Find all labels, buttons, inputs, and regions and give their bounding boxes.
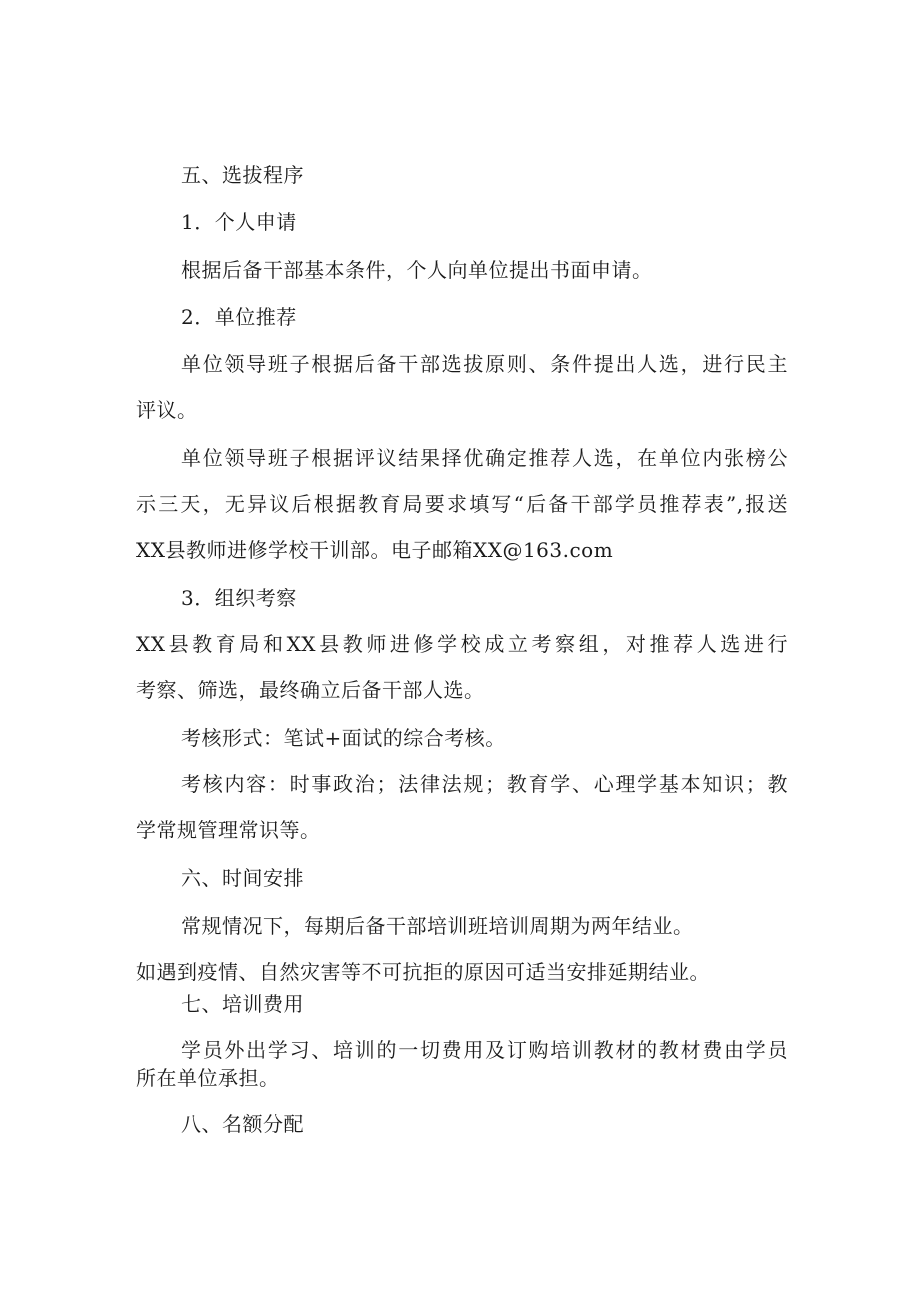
paragraph-line: 考察、筛选，最终确立后备干部人选。	[136, 678, 485, 702]
paragraph-line: XX县教师进修学校干训部。电子邮箱XX@163.com	[136, 538, 614, 562]
subheading-organizational-inspection: 3．组织考察	[181, 586, 297, 610]
paragraph-line: 示三天，无异议后根据教育局要求填写“后备干部学员推荐表”,报送	[136, 492, 788, 516]
paragraph-line: 单位领导班子根据评议结果择优确定推荐人选，在单位内张榜公	[181, 446, 788, 470]
paragraph-personal-application: 根据后备干部基本条件，个人向单位提出书面申请。	[181, 258, 653, 282]
section-heading-selection-procedure: 五、选拔程序	[181, 163, 304, 187]
paragraph-line: XX县教育局和XX县教师进修学校成立考察组，对推荐人选进行	[136, 632, 788, 656]
section-heading-training-fees: 七、培训费用	[181, 992, 304, 1016]
paragraph-line: 单位领导班子根据后备干部选拔原则、条件提出人选，进行民主	[181, 352, 788, 376]
subheading-personal-application: 1．个人申请	[181, 210, 297, 234]
paragraph-line: 所在单位承担。	[136, 1066, 280, 1090]
paragraph-line: 考核内容：时事政治；法律法规；教育学、心理学基本知识；教	[181, 772, 788, 796]
subheading-unit-recommendation: 2．单位推荐	[181, 305, 297, 329]
paragraph-line: 学常规管理常识等。	[136, 818, 321, 842]
paragraph-line: 常规情况下，每期后备干部培训班培训周期为两年结业。	[181, 914, 694, 938]
paragraph-line: 学员外出学习、培训的一切费用及订购培训教材的教材费由学员	[181, 1038, 788, 1062]
paragraph-assessment-form: 考核形式：笔试+面试的综合考核。	[181, 726, 506, 750]
paragraph-line: 如遇到疫情、自然灾害等不可抗拒的原因可适当安排延期结业。	[136, 960, 710, 984]
paragraph-line: 评议。	[136, 398, 198, 422]
section-heading-schedule: 六、时间安排	[181, 866, 304, 890]
section-heading-quota-allocation: 八、名额分配	[181, 1112, 304, 1136]
